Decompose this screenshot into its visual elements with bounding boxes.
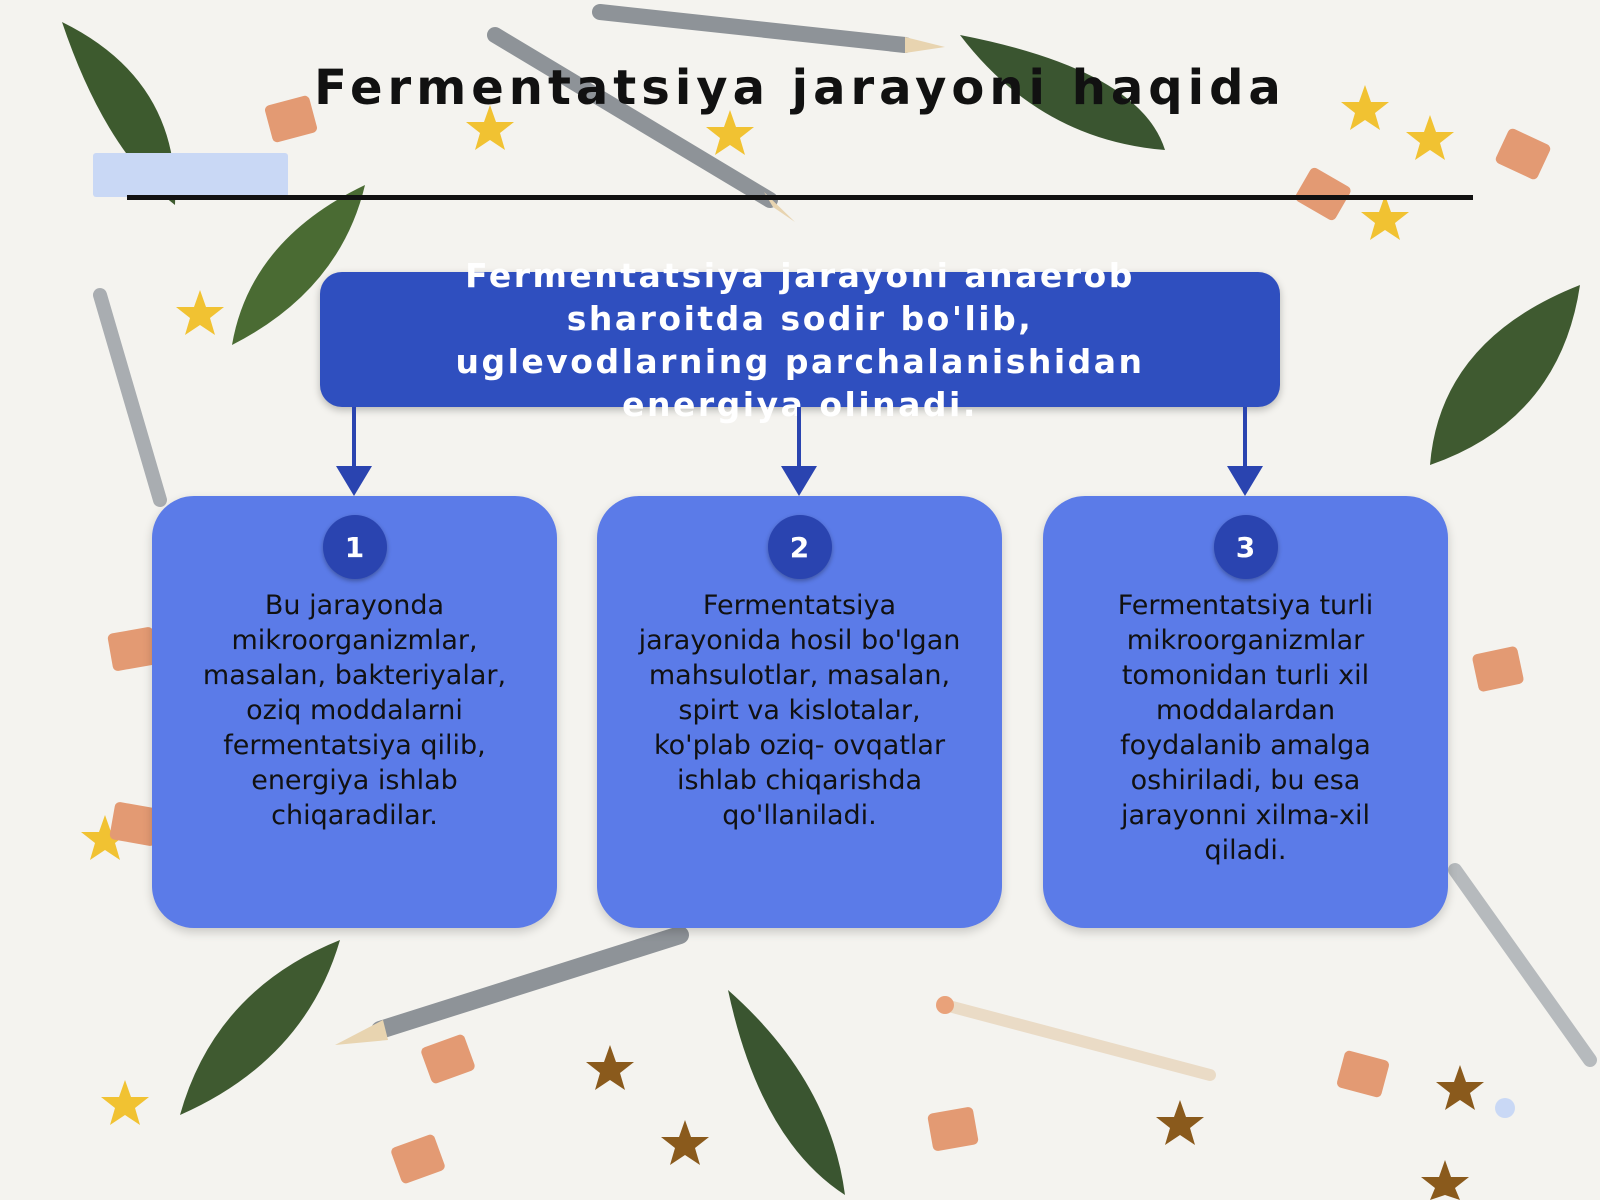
number-badge: 3 bbox=[1214, 515, 1278, 579]
title-accent-tab bbox=[93, 153, 288, 197]
pencil-icon bbox=[600, 12, 945, 53]
pencil-icon bbox=[936, 996, 1210, 1075]
pencil-icon bbox=[100, 295, 160, 500]
card-text: Fermentatsiya jarayonida hosil bo'lgan mahsulotlar, masalan, spirt va kislotalar, ko'plab oziq- ovqatlar ishlab chiqarishda qo'llaniladi. bbox=[638, 590, 961, 831]
pencil-icon bbox=[1455, 870, 1590, 1060]
leaf-icon bbox=[1430, 285, 1580, 465]
number-badge: 1 bbox=[323, 515, 387, 579]
card-1 bbox=[152, 496, 557, 928]
leaf-icon bbox=[180, 940, 340, 1115]
number-badge: 2 bbox=[768, 515, 832, 579]
card-2 bbox=[597, 496, 1002, 928]
card-3 bbox=[1043, 496, 1448, 928]
main-statement-box bbox=[320, 255, 1280, 424]
main-statement-text: Fermentatsiya jarayoni anaerob sharoitda sodir bo'lib, uglevodlarning parchalanishidan energiya olinadi. bbox=[455, 255, 1145, 424]
card-text: Fermentatsiya turli mikroorganizmlar tomonidan turli xil moddalardan foydalanib amalga oshiriladi, bu esa jarayonni xilma-xil qiladi. bbox=[1117, 590, 1374, 866]
leaf-icon bbox=[728, 990, 845, 1195]
card-text: Bu jarayonda mikroorganizmlar, masalan, bakteriyalar, oziq moddalarni fermentatsiya qilib, energiya ishlab chiqaradilar. bbox=[202, 590, 507, 831]
page-title: Fermentatsiya jarayoni haqida bbox=[314, 60, 1286, 116]
pencil-icon bbox=[335, 935, 680, 1045]
title-divider bbox=[127, 195, 1473, 200]
